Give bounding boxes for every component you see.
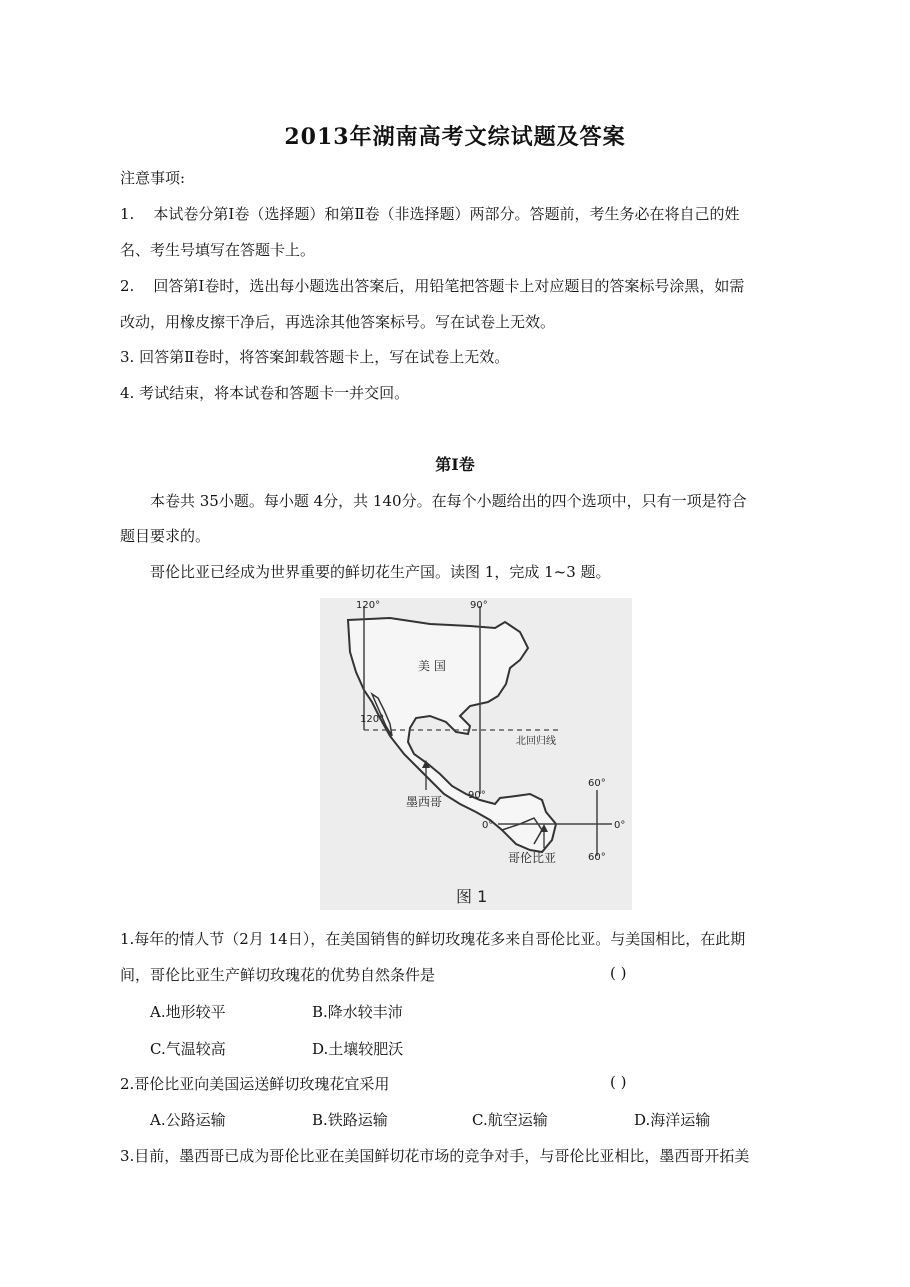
question-context: 哥伦比亚已经成为世界重要的鲜切花生产国。读图 1，完成 1~3 题。 [150,563,611,581]
section-intro-cont: 题目要求的。 [120,527,211,545]
notice-item-number: 2. [120,277,135,295]
notice-item-1-cont: 名、考生号填写在答题卡上。 [120,241,316,259]
option-c: C.航空运输 [472,1111,548,1129]
option-a: A.公路运输 [150,1111,226,1129]
option-d: D.海洋运输 [634,1111,711,1129]
label-equator-left: 0° [482,820,494,831]
label-lon120-top: 120° [356,600,381,611]
notice-item-text: 考试结束，将本试卷和答题卡一并交回。 [139,384,410,402]
question-1: 1.每年的情人节（2月 14日），在美国销售的鲜切玫瑰花多来自哥伦比亚。与美国相比，在此期 [120,930,746,948]
notice-item-1 [120,203,740,224]
notice-item-number: 4. [120,384,135,402]
page-title: 2013年湖南高考文综试题及答案 [284,124,626,150]
label-colombia: 哥伦比亚 [508,851,557,865]
notice-item-number: 1. [120,205,135,223]
option-c: C.气温较高 [150,1040,226,1058]
notice-item-4 [120,382,409,403]
label-lon60-bottom: 60° [588,852,606,863]
answer-paren: ( ) [610,1073,627,1091]
map-figure [320,598,632,910]
label-tropic: 北回归线 [516,736,556,747]
option-a: A.地形较平 [150,1003,226,1021]
question-3: 3.目前，墨西哥已成为哥伦比亚在美国鲜切花市场的竞争对手，与哥伦比亚相比，墨西哥开拓美 [120,1147,750,1165]
label-lon90-top: 90° [470,600,488,611]
label-mexico: 墨西哥 [406,795,443,809]
label-lat-left: 120° [360,714,385,725]
label-lon90-bottom: 90° [468,790,486,801]
option-d: D.土壤较肥沃 [312,1040,404,1058]
question-2: 2.哥伦比亚向美国运送鲜切玫瑰花宜采用 [120,1075,390,1093]
label-lon60-top: 60° [588,778,606,789]
notice-item-text: 回答第Ⅰ卷时，选出每小题选出答案后，用铅笔把答题卡上对应题目的答案标号涂黑，如需 [153,277,745,295]
answer-paren: ( ) [610,964,627,982]
question-1-cont: 间，哥伦比亚生产鲜切玫瑰花的优势自然条件是 [120,966,436,984]
figure-caption: 图 1 [456,887,488,906]
label-equator-right: 0° [614,820,626,831]
option-b: B.铁路运输 [312,1111,388,1129]
notice-item-number: 3. [120,348,135,366]
notice-item-text: 本试卷分第Ⅰ卷（选择题）和第Ⅱ卷（非选择题）两部分。答题前，考生务必在将自己的姓 [153,205,740,223]
notice-heading: 注意事项: [120,169,186,187]
label-usa: 美 国 [418,659,446,673]
section-heading: 第Ⅰ卷 [435,455,475,474]
notice-item-2 [120,275,744,296]
notice-item-text: 回答第Ⅱ卷时，将答案卸载答题卡上，写在试卷上无效。 [139,348,510,366]
notice-item-3 [120,346,509,367]
section-intro: 本卷共 35小题。每小题 4分，共 140分。在每个小题给出的四个选项中，只有一项是符合 [150,492,747,510]
option-b: B.降水较丰沛 [312,1003,403,1021]
map-svg [320,598,632,910]
notice-item-2-cont: 改动，用橡皮擦干净后，再选涂其他答案标号。写在试卷上无效。 [120,313,556,331]
